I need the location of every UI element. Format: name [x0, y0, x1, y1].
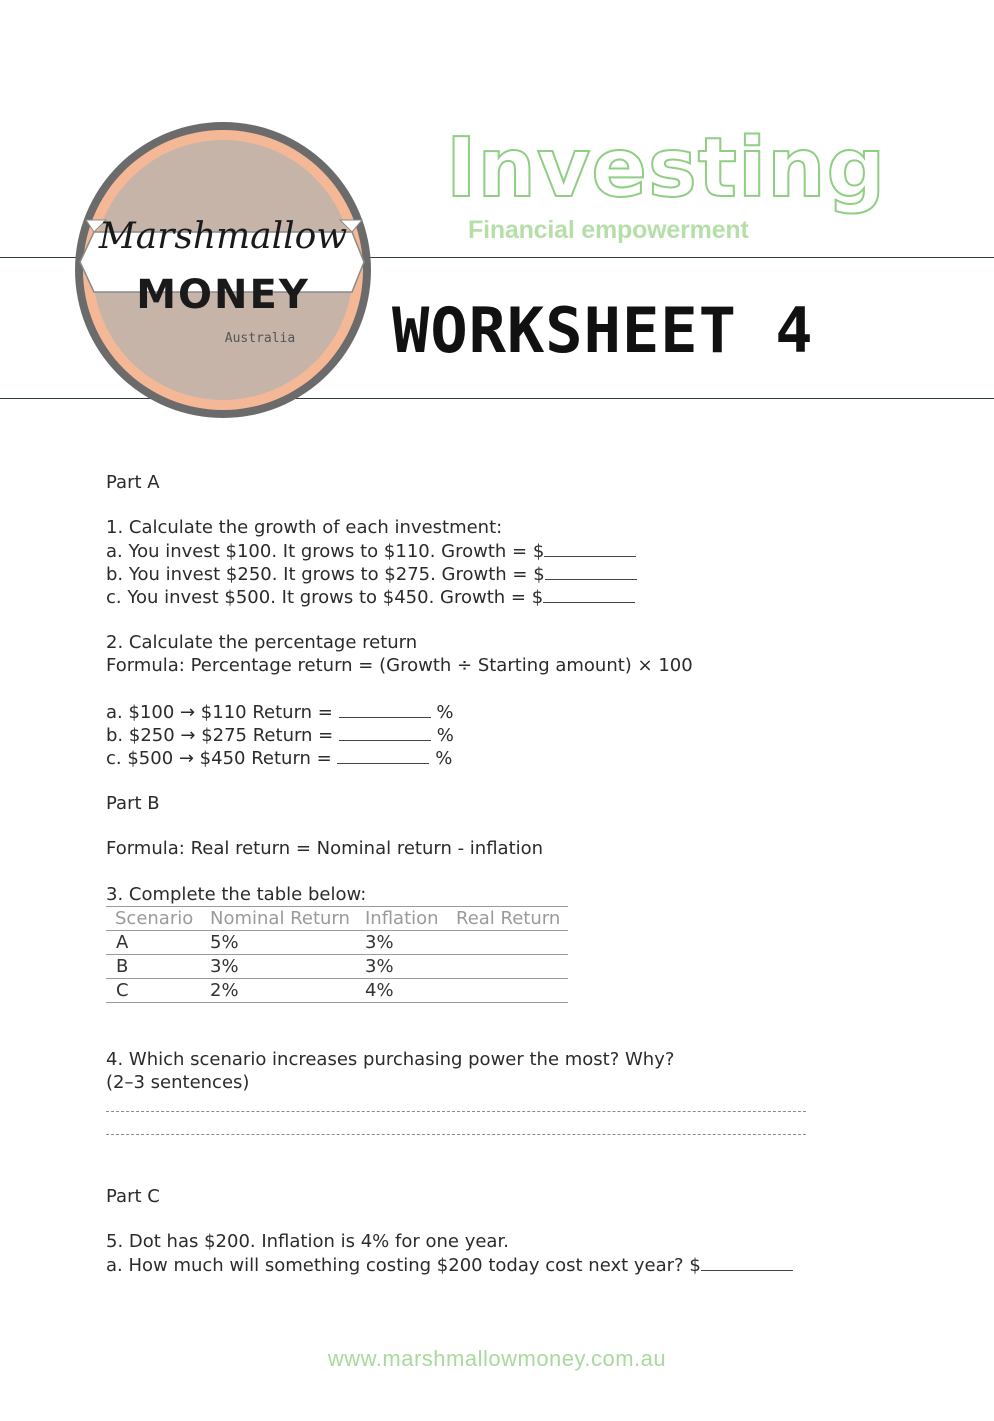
q2-item-a	[106, 703, 453, 722]
scenario-table	[106, 906, 568, 1003]
percent-unit: %	[436, 702, 454, 723]
table-cell-inflation: 4%	[365, 980, 394, 1001]
q3-prompt: 3. Complete the table below:	[106, 884, 367, 905]
answer-blank[interactable]	[543, 588, 635, 603]
table-row	[106, 979, 568, 1003]
q5-item-a	[106, 1256, 793, 1275]
logo-text-marshmallow: Marshmallow	[98, 216, 348, 257]
worksheet-number: WORKSHEET 4	[392, 294, 814, 367]
column-header-real-return: Real Return	[456, 908, 561, 929]
q1-prompt: 1. Calculate the growth of each investment:	[106, 517, 503, 538]
table-cell-inflation: 3%	[365, 932, 394, 953]
q2-formula: Formula: Percentage return = (Growth ÷ Starting amount) × 100	[106, 655, 693, 676]
logo-text-australia: Australia	[224, 331, 296, 346]
page-title: Investing	[446, 121, 887, 216]
part-a-heading: Part A	[106, 472, 160, 493]
page-subtitle: Financial empowerment	[468, 216, 749, 244]
column-header-inflation: Inflation	[365, 908, 439, 929]
table-cell-nominal: 2%	[210, 980, 239, 1001]
q5-prompt: 5. Dot has $200. Inflation is 4% for one year.	[106, 1231, 509, 1252]
answer-blank[interactable]	[701, 1256, 793, 1271]
q2-prompt: 2. Calculate the percentage return	[106, 632, 418, 653]
answer-blank[interactable]	[544, 542, 636, 557]
table-cell-scenario: A	[116, 932, 129, 953]
answer-blank[interactable]	[337, 749, 429, 764]
table-cell-scenario: C	[116, 980, 129, 1001]
answer-blank[interactable]	[339, 726, 431, 741]
part-b-heading: Part B	[106, 793, 160, 814]
table-header-row	[106, 906, 568, 931]
table-row	[106, 931, 568, 955]
q2-item-c-text: c. $500 → $450 Return =	[106, 748, 332, 769]
logo-text-money: MONEY	[136, 272, 310, 318]
table-cell-scenario: B	[116, 956, 129, 977]
q2-item-b	[106, 726, 454, 745]
marshmallow-money-logo	[66, 120, 380, 420]
q5-item-a-text: a. How much will something costing $200 today cost next year? $	[106, 1255, 701, 1276]
q2-item-b-text: b. $250 → $275 Return =	[106, 725, 334, 746]
table-row	[106, 955, 568, 979]
q4-prompt: 4. Which scenario increases purchasing power the most? Why?	[106, 1049, 675, 1070]
q1-item-a-text: a. You invest $100. It grows to $110. Growth = $	[106, 541, 545, 562]
q2-item-c	[106, 749, 452, 768]
part-c-heading: Part C	[106, 1186, 160, 1207]
answer-blank[interactable]	[545, 565, 637, 580]
q2-item-a-text: a. $100 → $110 Return =	[106, 702, 333, 723]
percent-unit: %	[435, 748, 453, 769]
q4-hint: (2–3 sentences)	[106, 1072, 250, 1093]
q1-item-c	[106, 588, 635, 607]
q1-item-b	[106, 565, 637, 584]
answer-line[interactable]	[106, 1111, 806, 1113]
q1-item-a	[106, 542, 636, 561]
q1-item-b-text: b. You invest $250. It grows to $275. Growth = $	[106, 564, 545, 585]
q1-item-c-text: c. You invest $500. It grows to $450. Growth = $	[106, 587, 544, 608]
footer-website-link[interactable]: www.marshmallowmoney.com.au	[327, 1346, 667, 1371]
answer-line[interactable]	[106, 1134, 806, 1136]
answer-blank[interactable]	[339, 703, 431, 718]
table-cell-nominal: 3%	[210, 956, 239, 977]
column-header-scenario: Scenario	[115, 908, 194, 929]
table-cell-nominal: 5%	[210, 932, 239, 953]
table-cell-inflation: 3%	[365, 956, 394, 977]
percent-unit: %	[436, 725, 454, 746]
column-header-nominal-return: Nominal Return	[210, 908, 350, 929]
part-b-formula: Formula: Real return = Nominal return - inflation	[106, 838, 544, 859]
